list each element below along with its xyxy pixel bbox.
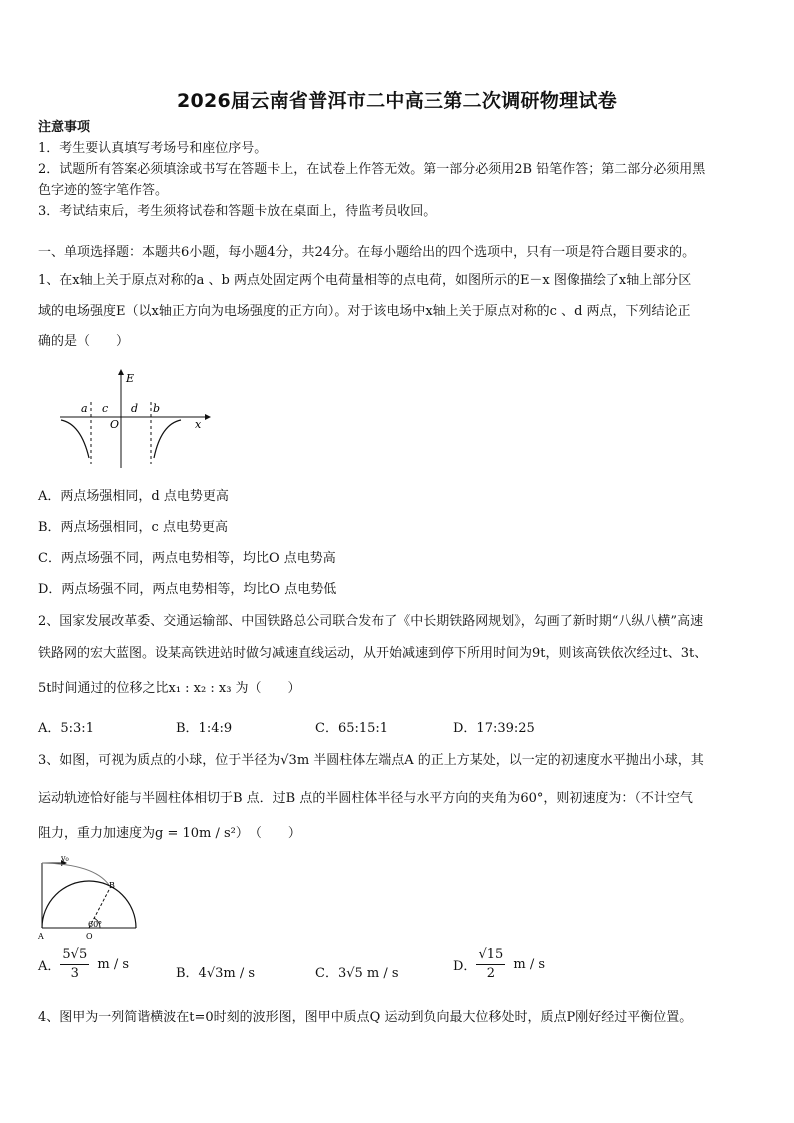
option-a-prefix: A． — [38, 959, 61, 974]
fraction — [60, 946, 89, 983]
point-label-a: a — [81, 402, 88, 415]
point-label-a: A — [38, 932, 44, 941]
option-b: B．4√3m / s — [176, 966, 256, 981]
option-d — [453, 946, 545, 983]
question-3-text: 阻力，重力加速度为g = 10m / s²） （ ） — [38, 826, 301, 841]
origin-label: O — [110, 418, 120, 431]
option-d: D．17:39:25 — [453, 721, 535, 736]
option-a: A．两点场强相同，d 点电势更高 — [38, 489, 229, 504]
point-label-d: d — [131, 402, 139, 415]
question-4-text: 4、图甲为一列简谐横波在t=0时刻的波形图，图甲中质点Q 运动到负向最大位移处时，质点P刚好经过平衡位置。 — [38, 1010, 693, 1025]
center-label-o: O — [86, 932, 93, 941]
unit: m / s — [513, 957, 546, 972]
option-b: B．1:4:9 — [176, 721, 233, 736]
note-item: 1．考生要认真填写考场号和座位序号。 — [38, 141, 268, 156]
question-1-text: 域的电场强度E（以x轴正方向为电场强度的正方向）。对于该电场中x轴上关于原点对称的c 、d 两点，下列结论正 — [38, 304, 691, 319]
option-d: D．两点场强不同，两点电势相等，均比O 点电势低 — [38, 582, 337, 597]
option-b: B．两点场强相同，c 点电势更高 — [38, 520, 228, 535]
numerator: 5√5 — [60, 946, 89, 965]
question-2-text: 5t时间通过的位移之比x₁ : x₂ : x₃ 为（ ） — [38, 681, 301, 696]
question-2-text: 铁路网的宏大蓝图。设某高铁进站时做匀减速直线运动，从开始减速到停下所用时间为9t，则该高铁依次经过t、3t、 — [38, 646, 708, 661]
unit: m / s — [97, 957, 130, 972]
point-label-b: B — [109, 881, 115, 890]
option-d-prefix: D． — [453, 959, 477, 974]
note-item: 色字迹的签字笔作答。 — [38, 183, 169, 198]
numerator: √15 — [476, 946, 505, 965]
denominator: 2 — [486, 966, 495, 981]
question-3-text: 运动轨迹恰好能与半圆柱体相切于B 点．过B 点的半圆柱体半径与水平方向的夹角为60°，则初速度为：（不计空气 — [38, 791, 693, 806]
page-title: 2026届云南省普洱市二中高三第二次调研物理试卷 — [176, 90, 618, 112]
axis-label-e: E — [126, 372, 135, 385]
question-1-text: 1、在x轴上关于原点对称的a 、b 两点处固定两个电荷量相等的点电荷，如图所示的E－x 图像描绘了x轴上部分区 — [38, 273, 692, 288]
option-a — [38, 946, 129, 983]
denominator: 3 — [70, 966, 79, 981]
axis-label-x: x — [195, 418, 202, 431]
question-1-text: 确的是（ ） — [38, 334, 130, 349]
e-x-graph-figure — [55, 368, 215, 470]
question-2-text: 2、国家发展改革委、交通运输部、中国铁路总公司联合发布了《中长期铁路网规划》，勾画了新时期“八纵八横”高速 — [38, 614, 704, 629]
note-item: 2．试题所有答案必须填涂或书写在答题卡上，在试卷上作答无效。第一部分必须用2B 铅笔作答；第二部分必须用黑 — [38, 162, 706, 177]
option-c: C．65:15:1 — [315, 721, 389, 736]
option-c: C．3√5 m / s — [315, 966, 399, 981]
angle-label: 60° — [88, 920, 103, 929]
half-cylinder-figure — [34, 855, 144, 941]
point-label-c: c — [102, 402, 109, 415]
note-item: 3．考试结束后，考生须将试卷和答题卡放在桌面上，待监考员收回。 — [38, 204, 437, 219]
section-heading: 一、单项选择题：本题共6小题，每小题4分，共24分。在每小题给出的四个选项中，只有一项是符合题目要求的。 — [38, 245, 696, 260]
fraction — [476, 946, 505, 983]
velocity-label: v₀ — [61, 855, 69, 863]
option-a: A．5:3:1 — [38, 721, 94, 736]
question-3-text: 3、如图，可视为质点的小球，位于半径为√3m 半圆柱体左端点A 的正上方某处，以一定的初速度水平抛出小球，其 — [38, 753, 704, 768]
notes-heading: 注意事项 — [38, 120, 91, 135]
option-c: C．两点场强不同，两点电势相等，均比O 点电势高 — [38, 551, 336, 566]
point-label-b: b — [153, 402, 161, 415]
